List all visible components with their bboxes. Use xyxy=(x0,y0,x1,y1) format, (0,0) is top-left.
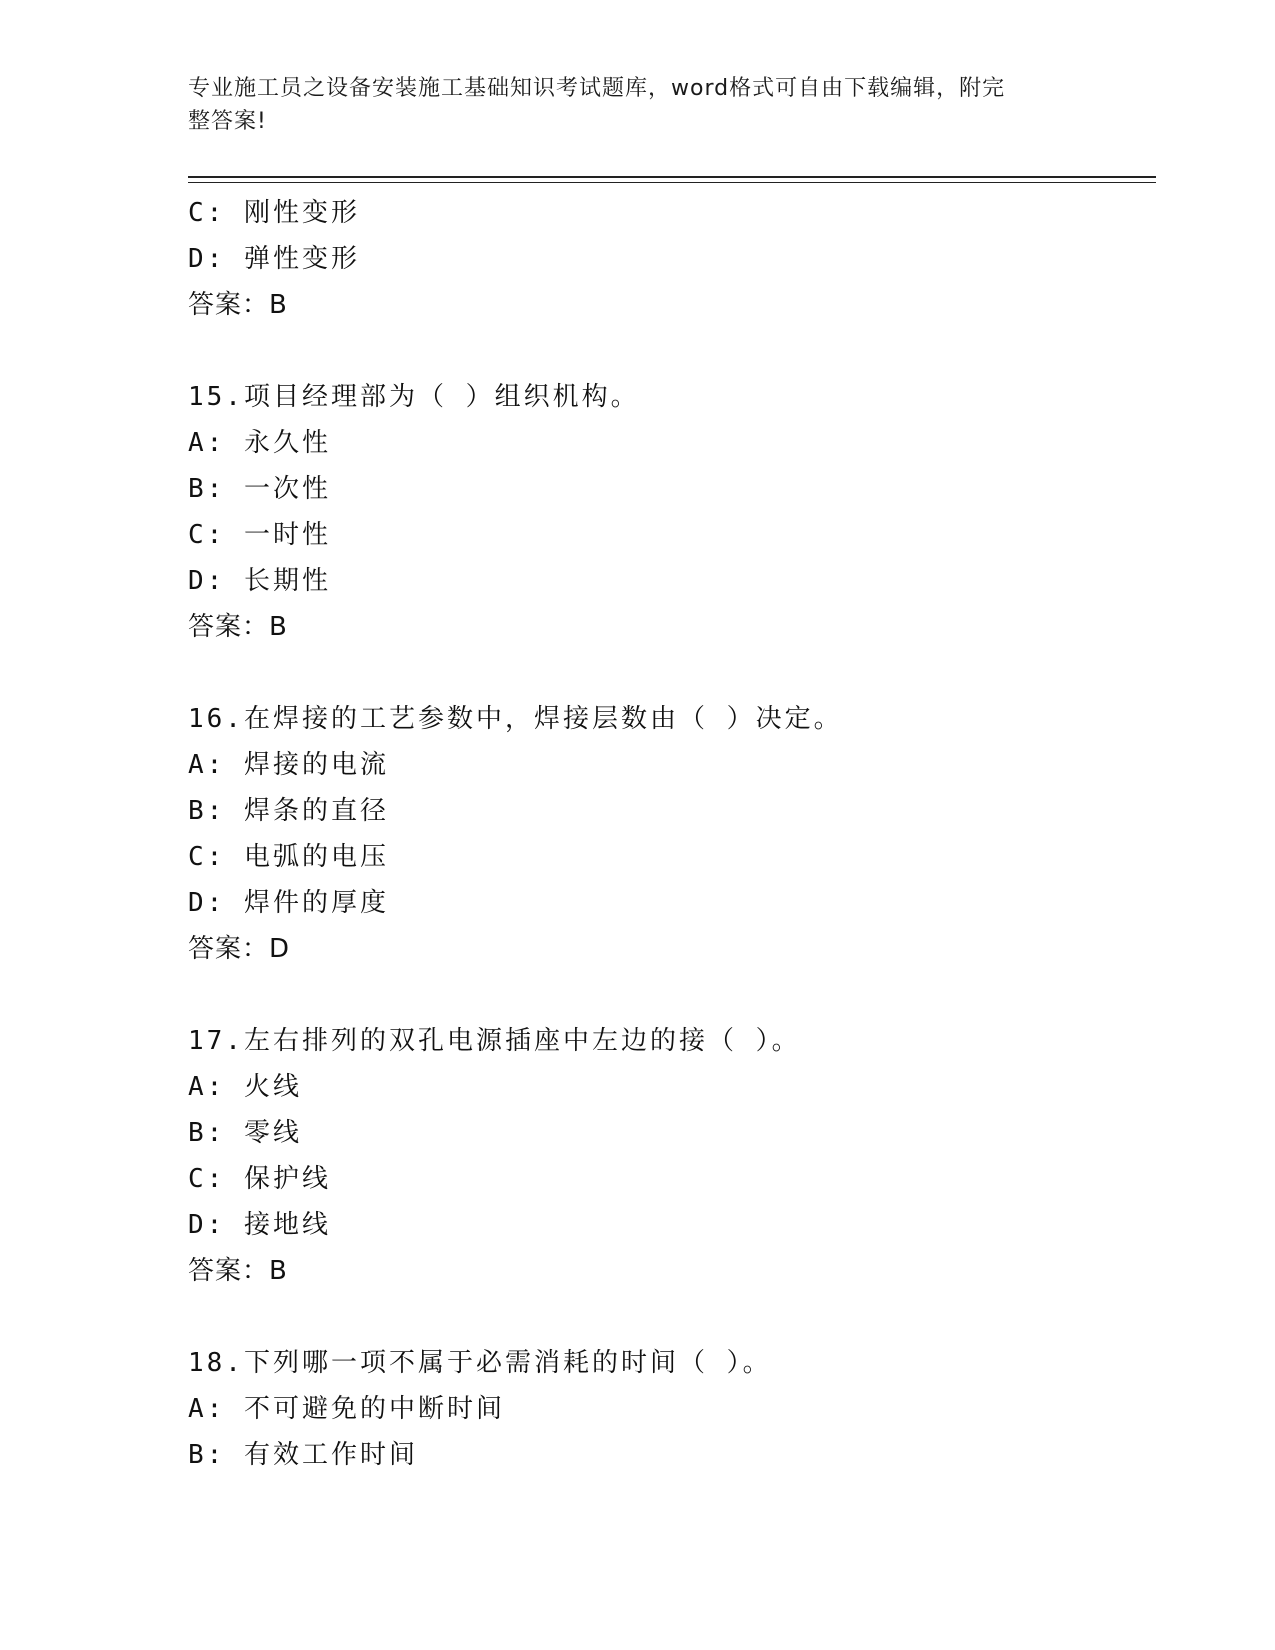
answer-line: 答案：B xyxy=(188,290,288,320)
option-c: C: 刚性变形 xyxy=(188,198,360,228)
option-a: A: 不可避免的中断时间 xyxy=(188,1394,505,1424)
document-header xyxy=(188,72,1068,138)
answer-line: 答案：D xyxy=(188,934,291,964)
question-stem: 16.在焊接的工艺参数中，焊接层数由（ ）决定。 xyxy=(188,704,843,734)
question-list xyxy=(188,190,1156,1478)
partial-question-block xyxy=(188,190,1156,328)
option-d: D: 接地线 xyxy=(188,1210,331,1240)
header-divider-thick xyxy=(188,176,1156,178)
option-b: B: 一次性 xyxy=(188,474,331,504)
question-15 xyxy=(188,374,1156,650)
option-b: B: 焊条的直径 xyxy=(188,796,389,826)
question-16 xyxy=(188,696,1156,972)
header-title-line-1: 专业施工员之设备安装施工基础知识考试题库，word格式可自由下载编辑，附完 xyxy=(188,76,1006,101)
answer-line: 答案：B xyxy=(188,1256,288,1286)
option-a: A: 焊接的电流 xyxy=(188,750,389,780)
question-17 xyxy=(188,1018,1156,1294)
question-18 xyxy=(188,1340,1156,1478)
answer-line: 答案：B xyxy=(188,612,288,642)
option-d: D: 长期性 xyxy=(188,566,331,596)
question-stem: 17.左右排列的双孔电源插座中左边的接（ ）。 xyxy=(188,1026,801,1056)
option-a: A: 火线 xyxy=(188,1072,302,1102)
option-a: A: 永久性 xyxy=(188,428,331,458)
header-title-line-2: 整答案! xyxy=(188,109,267,134)
question-stem: 18.下列哪一项不属于必需消耗的时间（ ）。 xyxy=(188,1348,772,1378)
question-stem: 15.项目经理部为（ ）组织机构。 xyxy=(188,382,640,412)
option-c: C: 一时性 xyxy=(188,520,331,550)
option-d: D: 弹性变形 xyxy=(188,244,360,274)
option-b: B: 零线 xyxy=(188,1118,302,1148)
header-divider-thin xyxy=(188,182,1156,183)
option-c: C: 电弧的电压 xyxy=(188,842,389,872)
option-d: D: 焊件的厚度 xyxy=(188,888,389,918)
option-b: B: 有效工作时间 xyxy=(188,1440,418,1470)
option-c: C: 保护线 xyxy=(188,1164,331,1194)
